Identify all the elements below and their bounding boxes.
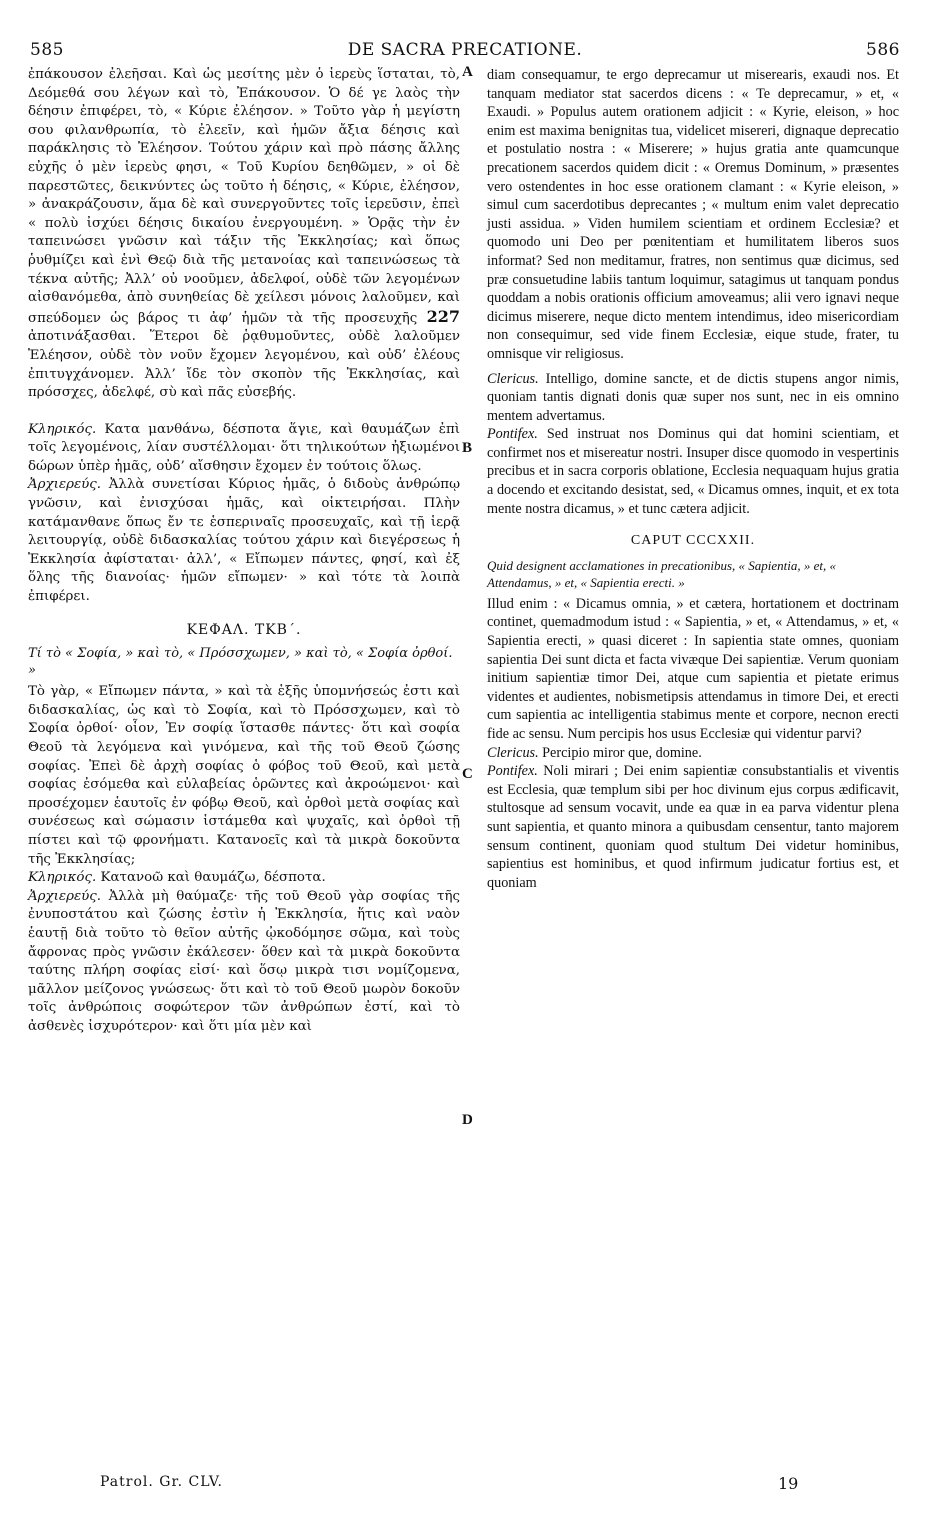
chapter-heading: ΚΕΦΑΛ. ΤΚΒ΄. xyxy=(186,621,302,638)
margin-marker-a: A xyxy=(462,64,473,80)
page-header xyxy=(30,40,900,64)
latin-dialogue-bishop: Pontifex. Noli mirari ; Dei enim sapientiæ consubstantialis et viventis est Ecclesia, quæ templum sibi per hoc divinum ejus corpus ædificavit, stultosque ad sensum vocavit, unde ea quæ in ea parva videntur plena sunt sapientia, et quanto minora a quibusdam censentur, tanto majorem sensum continent, quoniam quod stultum Dei videtur hominibus, sapientius est hominibus, et quod infirmum judicatur fortius est, et quoniam xyxy=(487,763,900,891)
latin-dialogue-cleric: Clericus. Percipio miror que, domine. xyxy=(487,744,702,761)
greek-column xyxy=(28,66,460,1037)
speaker-label: Ἀρχιερεύς. xyxy=(28,888,102,904)
speaker-label: Pontifex. xyxy=(487,426,538,443)
running-title: DE SACRA PRECATIONE. xyxy=(347,40,583,60)
chapter-subtitle: Quid designent acclamationes in precationibus, « Sapientia, » et, « Attendamus, » et, « Sapientia erecti. » xyxy=(487,557,837,590)
greek-dialogue-bishop: Ἀρχιερεύς. Ἀλλὰ συνετίσαι Κύριος ἡμᾶς, ὁ διδοὺς ἀνθρώπῳ γνῶσιν, καὶ ἐνισχύσαι ἡμᾶς, καὶ οἰκτειρήσαι. Πλὴν κατάμανθανε ὅπως ἔν τε ἑσπεριναῖς προσευχαῖς, καὶ τῇ ἱερᾷ λειτουργίᾳ, οὐδὲ διδασκαλίας τούτου χάριν καὶ διεγέρσεως ἡ Ἐκκλησία ἀφίσταται· ἀλλ’, « Εἴπωμεν πάντες, φησί, καὶ ἐξ ὅλης τῆς διανοίας· ἡμῶν εἴπωμεν· » καὶ τότε τὰ λοιπὰ ἐπιφέρει. xyxy=(28,477,460,605)
left-page-number: 585 xyxy=(30,40,64,60)
speaker-label: Clericus. xyxy=(487,370,539,387)
latin-column xyxy=(487,66,899,892)
latin-paragraph: diam consequamur, te ergo deprecamur ut miserearis, exaudi nos. Et tanquam mediator stat sacerdos dicens : « Te deprecamur, » et, « Exaudi. » Populus autem orationem adjicit : « Kyrie, eleison, » hoc enim est maxima benignitas tua, videlicet misereri, dignaque deprecatio et postulatio nostra : « Miserere; » hujus gratia ante quamcunque precationem sacerdos quidem dicit : « Oremus Dominum, » præsentes vero ostendentes in hoc esse orationem clamant : « Kyrie eleison, » simul cum sacerdotibus deprecantes ; « multum enim valet deprecatio justi assidua. » Viden humilem scientiam et ordinem Ecclesiæ? et quomodo uni Deo per pœnitentiam et humilitatem liberos suos informat? Sed non meditamur, fratres, non sentimus quæ dicimus, sed præ consuetudine labiis tantum loquimur, satagimus ut tanquam pondus quoddam a nobis orationis officium amoveamus; alii vero ignavi neque dicimus miserere, neque dicto mentem intendimus, ideo misericordiam non consequimur, sed vide finem Ecclesiæ, eique stude, frater, tu omnisque vir religiosus. xyxy=(487,67,899,362)
greek-dialogue-bishop: Ἀρχιερεύς. Ἀλλὰ μὴ θαύμαζε· τῆς τοῦ Θεοῦ γὰρ σοφίας τῆς ἐνυποστάτου καὶ ζώσης ἐστὶν ἡ Ἐκκλησία, ἥτις καὶ ναὸν ἑαυτῇ διὰ τοῦτο τὸ θεῖον αὐτῆς ᾠκοδόμησε σῶμα, καὶ τοὺς ἄφρονας πρὸς γνῶσιν ἐκάλεσεν· ὅθεν καὶ τὰ μικρὰ δοκοῦντα ταύτης πλήρη σοφίας εἰσί· καὶ ὅσῳ μικρὰ τισι νομίζομενα, μᾶλλον μείζονος γνώσεως· ὅτι καὶ τὸ τοῦ Θεοῦ μωρὸν δοκοῦν τοῖς ἀνθρώποις σοφώτερον τῶν ἀνθρώπων ἐστί, καὶ τὸ ἀσθενὲς ἰσχυρότερον· καὶ ὅτι μία μὲν καὶ xyxy=(28,888,460,1034)
right-page-number: 586 xyxy=(866,40,900,60)
sheet-number: 19 xyxy=(778,1474,799,1493)
latin-dialogue-cleric: Clericus. Intelligo, domine sancte, et de dictis stupens angor nimis, quoniam tantis dignati donis quæ super nos sunt, nec in eis omnino mentem advertamus. xyxy=(487,370,900,424)
margin-marker-c: C xyxy=(462,766,473,782)
speaker-label: Ἀρχιερεύς. xyxy=(28,477,102,493)
greek-dialogue-cleric: Κληρικός. Κατανοῶ καὶ θαυμάζω, δέσποτα. xyxy=(28,870,326,886)
chapter-subtitle: Τί τὸ « Σοφία, » καὶ τὸ, « Πρόσσχωμεν, » καὶ τὸ, « Σοφία ὀρθοί. » xyxy=(28,646,453,679)
greek-paragraph: Τὸ γὰρ, « Εἴπωμεν πάντα, » καὶ τὰ ἑξῆς ὑπομνήσεώς ἐστι καὶ διδασκαλίας, ὡς καὶ τὸ Σοφία, καὶ τὸ Πρόσσχωμεν, καὶ τὸ Σοφία ὀρθοί· οἷον, Ἐν σοφίᾳ ἵστασθε πάντες· ὅτι καὶ σοφία Θεοῦ τὰ λεγόμενα καὶ γινόμενα, καὶ τῆς τοῦ Θεοῦ ζώσης σοφίας. Ἐπεὶ δὲ ἀρχὴ σοφίας ὁ φόβος τοῦ Θεοῦ, καὶ μετὰ σοφίας ἐσόμεθα καὶ εὐλαβείας ὁρῶντες καὶ ἀκροώμενοι· καὶ προσέχομεν ἑαυτοῖς ἐν φόβῳ Θεοῦ, καὶ ὀρθοὶ μετὰ σοφίας καὶ συνέσεως καὶ σώμασιν ἱστάμεθα καὶ ψυχαῖς, καὶ ὀρθοὶ τῇ πίστει καὶ τῷ φρονήματι. Κατανοεῖς καὶ τὰ μικρὰ δοκοῦντα τῆς Ἐκκλησίας; xyxy=(28,684,460,867)
greek-paragraph: ἐπάκουσον ἐλεῆσαι. Καὶ ὡς μεσίτης μὲν ὁ ἱερεὺς ἵσταται, τὸ, Δεόμεθά σου λέγων καὶ τὸ, Ἐπάκουσον. Ὁ δέ γε λαὸς τὴν δέησιν ἐπιφέρει, τὸ, « Κύριε ἐλέησον. » Τοῦτο γὰρ ἡ μεγίστη σου φιλανθρωπία, τὸ ἐλεεῖν, καὶ ἡμῶν ἄξια δέησις καὶ παράκλησις τὸ Ἐλέησον. Τούτου χάριν καὶ πρὸ πάσης ἄλλης εὐχῆς ὁ μὲν ἱερεὺς φησι, « Τοῦ Κυρίου δεηθῶμεν, » οἱ δὲ παρεστῶτες, δεικνύντες ὡς τοῦτο ἡ δέησις, « Κύριε, ἐλέησον, » ἀνακράζουσιν, ἅμα δὲ καὶ συνεργοῦντες τοῖς ἱερεῦσιν, ἐπεὶ « πολὺ ἰσχύει δέησις δικαίου ἐνεργουμένη. » Ὁρᾷς τὴν ἐν ταπεινώσει γνῶσιν καὶ τάξιν τῆς Ἐκκλησίας; καὶ ὅπως ῥυθμίζει καὶ ἑνὶ Θεῷ διὰ τῆς μετανοίας καὶ ταπεινώσεως τὰ τέκνα αὐτῆς; Ἀλλ’ οὐ νοοῦμεν, ἀδελφοί, οὐδὲ τῶν λεγομένων αἰσθανόμεθα, ἀπὸ συνηθείας δὲ χείλεσι μόνοις λαλοῦμεν, καὶ σπεύδομεν ὡς βάρος τι ἀφ’ ἡμῶν τὰ τῆς προσευχῆς 227 ἀποτινάξασθαι. Ἕτεροι δὲ ῥᾳθυμοῦντες, οὐδὲ λαλοῦμεν Ἐλέησον, οὐδὲ τὸν νοῦν ἔχομεν λεγομένου, καὶ οὐδ’ ἐλέους ἐπιτυγχάνομεν. Ἀλλ’ ἴδε τὸν σκοπὸν τῆς Ἐκκλησίας, καὶ πρόσσχες, ἀδελφέ, σὺ καὶ πᾶς εὐσεβής. xyxy=(28,67,460,401)
page-footer xyxy=(100,1474,820,1498)
chapter-heading: CAPUT CCCXXII. xyxy=(630,533,756,549)
latin-dialogue-bishop: Pontifex. Sed instruat nos Dominus qui dat homini scientiam, et confirmet nos et misereatur nostri. Insuper disce quomodo in vespertinis precibus et in sacra corporis oblatione, Ecclesia nequaquam hujus gratia a docendo et excitando desistat, sed, « Dicamus omnes, inquit, et ex tota mente nostra dicamus, » et tunc cætera adjicit. xyxy=(487,426,900,517)
column-number: 227 xyxy=(426,306,460,326)
greek-dialogue-cleric: Κληρικός. Κατα μανθάνω, δέσποτα ἅγιε, καὶ θαυμάζων ἐπὶ τοῖς λεγομένοις, λίαν συστέλλομαι· ὅτι τηλικούτων ἠξιωμένοι δώρων ὑπὲρ ἡμᾶς, οὐδ’ αἴσθησιν ἔχομεν ἐν τούτοις ὅλως. xyxy=(28,421,460,474)
margin-marker-b: B xyxy=(462,440,473,456)
latin-paragraph: Illud enim : « Dicamus omnia, » et cætera, hortationem et doctrinam continet, quemadmodum istud : « Sapientia, » et, « Attendamus, » et, « Sapientia erecti, » quasi diceret : In sapientia state omnes, quoniam sapientia Dei sunt dicta et facta vivæque Dei sapientiæ. Verum quoniam initium sapientiæ timor Dei, atque cum sapientia et pietate erimus videntes et audientes, nobismetipsis attendamus in timore Dei, et erecti cum sapientia ac intelligentia stabimus mente et corpore, necnon erecti fide ac sensu. Num percipis hos usus Ecclesiæ qui videntur parvi? xyxy=(487,595,899,742)
series-signature: Patrol. Gr. CLV. xyxy=(100,1474,223,1490)
speaker-label: Κληρικός. xyxy=(28,870,97,886)
speaker-label: Clericus. xyxy=(487,744,539,761)
speaker-label: Κληρικός. xyxy=(28,421,97,437)
margin-marker-d: D xyxy=(462,1112,473,1128)
speaker-label: Pontifex. xyxy=(487,763,538,780)
